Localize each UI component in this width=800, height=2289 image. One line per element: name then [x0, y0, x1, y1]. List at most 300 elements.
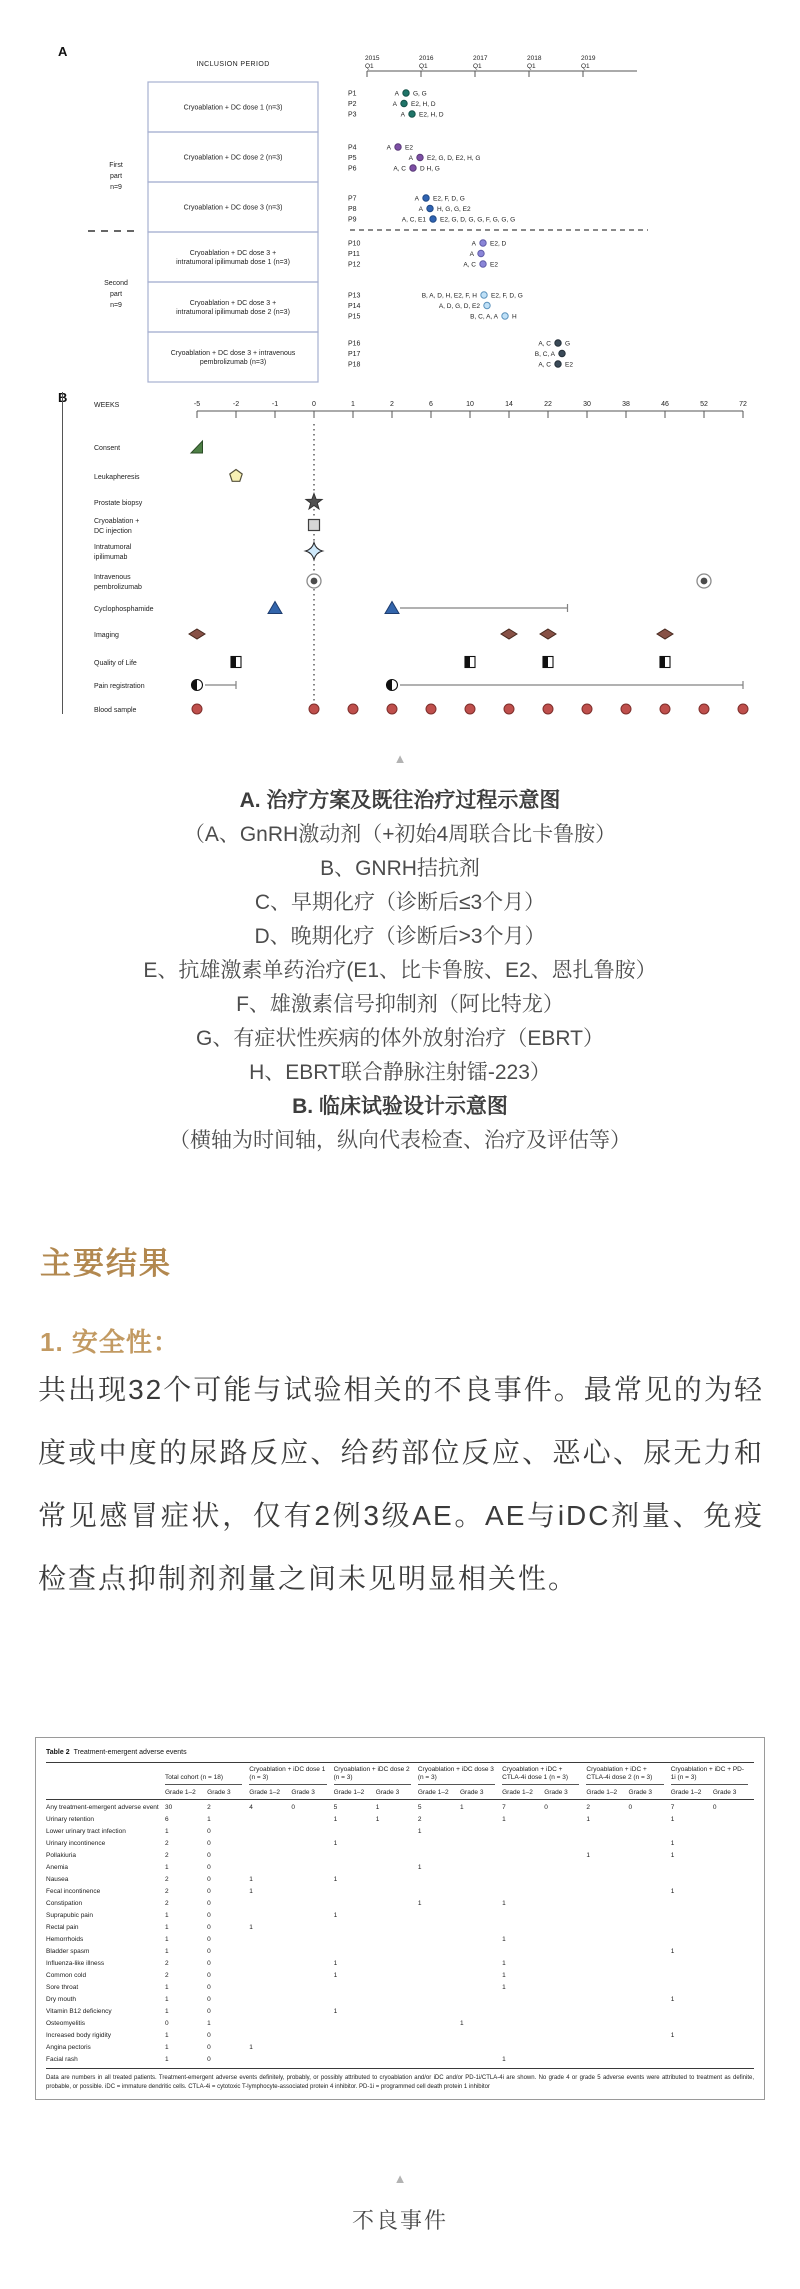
circle-marker [660, 704, 670, 714]
half-circle-marker [192, 680, 197, 691]
schedule-row-pain-registration [94, 680, 743, 691]
post-inclusion-treatments: E2 [565, 361, 573, 369]
count-cell: 0 [207, 1948, 211, 1955]
timeline-quarter-label: Q1 [419, 63, 428, 70]
patient-id: P15 [348, 313, 361, 321]
count-cell: 1 [165, 1996, 169, 2003]
count-cell [248, 1814, 290, 1826]
count-cell [290, 1814, 332, 1826]
pre-inclusion-treatments: A [386, 144, 391, 152]
count-cell [712, 2030, 754, 2042]
table-row [46, 2030, 754, 2042]
table-row [46, 1922, 754, 1934]
patient-id: P5 [348, 155, 357, 162]
week-tick-label: 14 [505, 401, 513, 408]
count-cell: 1 [459, 2020, 464, 2027]
adverse-event-label: Pollakiuria [46, 1852, 76, 1859]
count-cell [290, 1838, 332, 1850]
subsection-title-safety: 1. 安全性： [40, 1327, 180, 1357]
patient-id: P10 [348, 240, 361, 248]
adverse-event-label: Fecal incontinence [46, 1888, 101, 1895]
pre-inclusion-treatments: A [394, 90, 399, 98]
count-cell [585, 1934, 627, 1946]
half-square-marker [543, 657, 548, 668]
count-cell: 0 [165, 2020, 169, 2027]
pre-inclusion-treatments: A [471, 240, 476, 248]
count-cell [290, 1850, 332, 1862]
count-cell: 30 [165, 1804, 173, 1811]
count-cell [670, 1862, 712, 1874]
schedule-row-label: Quality of Life [94, 660, 137, 667]
pre-inclusion-treatments: B, A, D, H, E2, F, H [421, 292, 477, 300]
count-cell [628, 2006, 670, 2018]
count-cell [459, 2006, 501, 2018]
count-cell [628, 1958, 670, 1970]
count-cell: 1 [333, 1816, 338, 1823]
adverse-event-label: Hemorrhoids [46, 1936, 84, 1943]
count-cell [501, 2042, 543, 2054]
count-cell [333, 2054, 375, 2069]
count-cell: 1 [207, 1816, 211, 1823]
count-cell: 1 [502, 1984, 506, 1991]
schedule-row-label: pembrolizumab [94, 584, 142, 591]
count-cell [585, 1886, 627, 1898]
inclusion-dot [555, 361, 561, 367]
table-row [46, 1910, 754, 1922]
count-cell [628, 2054, 670, 2069]
count-cell [290, 1934, 332, 1946]
diamond-marker [189, 629, 205, 639]
patient-row-p7 [348, 195, 465, 203]
count-cell [333, 1994, 375, 2006]
grade-header: Grade 3 [712, 1786, 754, 1800]
count-cell [670, 1958, 712, 1970]
count-cell: 1 [249, 1888, 253, 1895]
patient-id: P3 [348, 111, 357, 119]
table-row [46, 2006, 754, 2018]
diamond-marker [501, 629, 517, 639]
count-cell [459, 1874, 501, 1886]
count-cell [585, 1874, 627, 1886]
count-cell: 1 [670, 1948, 675, 1955]
count-cell [459, 1814, 501, 1826]
count-cell: 0 [207, 1936, 211, 1943]
count-cell [501, 1874, 543, 1886]
count-cell [712, 2006, 754, 2018]
inclusion-dot [502, 313, 508, 319]
count-cell: 0 [207, 1984, 211, 1991]
count-cell [248, 1910, 290, 1922]
count-cell: 1 [670, 1888, 675, 1895]
count-cell: 0 [207, 1852, 211, 1859]
figure-caption-line: B. 临床试验设计示意图 [292, 1095, 508, 1118]
count-cell [670, 1898, 712, 1910]
count-cell [417, 2054, 459, 2069]
count-cell [543, 1886, 585, 1898]
count-cell [712, 1946, 754, 1958]
patient-id: P9 [348, 216, 357, 224]
count-cell [543, 1982, 585, 1994]
count-cell [628, 1946, 670, 1958]
circle-marker [621, 704, 631, 714]
count-cell [712, 1934, 754, 1946]
grade-header: Grade 1–2 [417, 1786, 459, 1800]
treatment-arm-text: Cryoablation + DC dose 3 (n=3) [183, 204, 283, 212]
count-cell [543, 1874, 585, 1886]
table-row [46, 1886, 754, 1898]
triangle-right-marker [191, 441, 203, 453]
adverse-event-label: Lower urinary tract infection [46, 1828, 126, 1835]
count-cell [628, 1850, 670, 1862]
count-cell [333, 1826, 375, 1838]
week-tick-label: 0 [312, 401, 316, 408]
group-header [417, 1763, 501, 1787]
count-cell [670, 2042, 712, 2054]
circle-marker [192, 704, 202, 714]
count-cell [543, 1850, 585, 1862]
schedule-row-imaging [94, 629, 673, 639]
patient-row-p4 [348, 144, 413, 152]
count-cell [248, 1826, 290, 1838]
count-cell [290, 2054, 332, 2069]
inclusion-dot [555, 340, 561, 346]
count-cell [628, 1934, 670, 1946]
safety-paragraph: 共出现32个可能与试验相关的不良事件。最常见的为轻度或中度的尿路反应、给药部位反应、恶心、尿无力和常见感冒症状，仅有2例3级AE。AE与iDC剂量、免疫检查点抑制剂剂量之间未见明显相关性。 [38, 1374, 764, 1594]
empty-header [46, 1786, 164, 1800]
figure-caption-line: G、有症状性疾病的体外放射治疗（EBRT） [196, 1027, 604, 1050]
collapse-triangle-icon: ▲ [393, 2171, 407, 2186]
bottom-caption-block [0, 2172, 800, 2235]
count-cell [417, 1838, 459, 1850]
count-cell [543, 1826, 585, 1838]
count-cell [585, 1826, 627, 1838]
count-cell [290, 2042, 332, 2054]
table-row [46, 2018, 754, 2030]
treatment-arm-text: intratumoral ipilimumab dose 1 (n=3) [176, 259, 290, 266]
figure-caption-block [0, 752, 800, 1158]
triangle-up-marker [385, 602, 399, 614]
patient-id: P17 [348, 351, 361, 358]
group-header-text: Cryoablation + iDC + CTLA-4i dose 2 (n = 3) [586, 1766, 663, 1785]
table-row [46, 1958, 754, 1970]
count-cell [333, 1862, 375, 1874]
grade-header: Grade 1–2 [501, 1786, 543, 1800]
count-cell [459, 2042, 501, 2054]
adverse-event-label: Facial rash [46, 2054, 164, 2069]
post-inclusion-treatments: H [512, 313, 517, 321]
count-cell [712, 2018, 754, 2030]
patient-row-p9 [348, 216, 515, 224]
count-cell: 2 [165, 1840, 169, 1847]
inclusion-dot [403, 90, 409, 96]
count-cell [333, 1922, 375, 1934]
pre-inclusion-treatments: A, C [393, 165, 406, 173]
count-cell [290, 1898, 332, 1910]
count-cell [585, 2054, 627, 2069]
adverse-event-label: Vitamin B12 deficiency [46, 2008, 112, 2015]
star4-marker [306, 543, 323, 560]
count-cell [501, 1886, 543, 1898]
group-header-text: Cryoablation + iDC + PD-1i (n = 3) [671, 1766, 748, 1785]
adverse-event-label: Anemia [46, 1864, 69, 1871]
treatment-arm-text: Cryoablation + DC dose 1 (n=3) [183, 104, 283, 112]
pentagon-marker [230, 470, 242, 482]
table-row [46, 1850, 754, 1862]
collapse-triangle-icon: ▲ [393, 751, 407, 766]
inclusion-dot [417, 154, 423, 160]
patient-row-p11 [348, 250, 484, 258]
count-cell [501, 1994, 543, 2006]
count-cell: 0 [712, 1804, 717, 1811]
count-cell [290, 1994, 332, 2006]
count-cell: 1 [165, 1936, 169, 1943]
count-cell [290, 1958, 332, 1970]
post-inclusion-treatments: E2, F, D, G [433, 195, 465, 203]
pre-inclusion-treatments: A, C [463, 261, 476, 269]
count-cell [248, 1946, 290, 1958]
count-cell [375, 2018, 417, 2030]
grade-header: Grade 3 [543, 1786, 585, 1800]
circle-marker [543, 704, 553, 714]
count-cell [585, 1970, 627, 1982]
post-inclusion-treatments: G, G [413, 90, 427, 98]
pre-inclusion-treatments: A, C [538, 340, 551, 348]
half-circle-marker [387, 680, 393, 691]
adverse-event-label: Any treatment-emergent adverse event [46, 1804, 159, 1811]
table-row [46, 1874, 754, 1886]
grade-header: Grade 3 [375, 1786, 417, 1800]
count-cell [712, 1982, 754, 1994]
weeks-axis-label: WEEKS [94, 402, 120, 409]
count-cell: 2 [207, 1804, 211, 1811]
adverse-events-table [46, 1762, 754, 2069]
patient-id: P12 [348, 261, 361, 269]
count-cell: 1 [249, 1924, 253, 1931]
count-cell [290, 1826, 332, 1838]
count-cell: 1 [417, 1828, 422, 1835]
count-cell: 0 [207, 1912, 211, 1919]
patient-id: P4 [348, 144, 357, 152]
table-row [46, 1982, 754, 1994]
count-cell: 2 [165, 1900, 169, 1907]
table-row [46, 1862, 754, 1874]
treatment-arm-box [148, 282, 318, 332]
week-tick-label: 10 [466, 401, 474, 408]
timeline-quarter-label: Q1 [365, 63, 374, 70]
patient-row-p6 [348, 165, 440, 173]
post-inclusion-treatments: E2, H, D [419, 111, 444, 119]
schedule-row-label: Leukapheresis [94, 474, 140, 481]
count-cell: 1 [502, 1972, 506, 1979]
count-cell [290, 2006, 332, 2018]
patient-row-p2 [348, 100, 436, 108]
table-footnote: Data are numbers in all treated patients. Treatment-emergent adverse events definitely, probably, or possibly attributed to cryoablation and/or iDC and/or PD-1i/CTLA-4i are shown. No grade 4 or grade 5 adverse events were attributed to treatment as definite, probable, or possible. iDC = immature dendritic cells. CTLA-4i = cytotoxic T-lymphocyte-associated protein 4 inhibitor. PD-1i = programmed cell death protein 1 inhibitor [46, 2075, 754, 2090]
count-cell [248, 1982, 290, 1994]
post-inclusion-treatments: E2 [405, 144, 413, 152]
count-cell: 0 [207, 1972, 211, 1979]
count-cell [375, 1898, 417, 1910]
count-cell: 0 [207, 1960, 211, 1967]
count-cell [417, 1970, 459, 1982]
count-cell [248, 1862, 290, 1874]
count-cell [459, 1898, 501, 1910]
schedule-row-label: ipilimumab [94, 554, 128, 561]
adverse-event-label: Urinary retention [46, 1816, 95, 1823]
count-cell [417, 2030, 459, 2042]
count-cell: 1 [670, 2032, 675, 2039]
post-inclusion-treatments: H, G, G, E2 [437, 206, 471, 213]
count-cell: 2 [165, 1972, 169, 1979]
count-cell [248, 2018, 290, 2030]
week-tick-label: -5 [193, 401, 201, 408]
count-cell [628, 1862, 670, 1874]
half-square-marker [660, 657, 665, 668]
count-cell: 1 [249, 2044, 253, 2051]
adverse-event-label: Bladder spasm [46, 1948, 90, 1955]
count-cell [459, 1994, 501, 2006]
inclusion-dot [559, 350, 565, 356]
count-cell [375, 1874, 417, 1886]
patient-row-p18 [348, 361, 573, 369]
count-cell [375, 1946, 417, 1958]
count-cell [501, 1826, 543, 1838]
grade-header: Grade 1–2 [670, 1786, 712, 1800]
pre-inclusion-treatments: A [414, 195, 419, 203]
count-cell: 1 [375, 1804, 380, 1811]
figure-caption-lines [0, 784, 800, 1158]
count-cell [375, 1886, 417, 1898]
adverse-event-label: Sore throat [46, 1984, 79, 1991]
inclusion-dot [480, 240, 486, 246]
count-cell: 1 [670, 1852, 675, 1859]
circle-marker [309, 704, 319, 714]
schedule-row-label: Consent [94, 445, 121, 452]
count-cell [628, 1970, 670, 1982]
inclusion-dot [401, 100, 407, 106]
count-cell [670, 1874, 712, 1886]
group-header-text: Cryoablation + iDC dose 3 (n = 3) [418, 1766, 495, 1785]
count-cell [543, 1994, 585, 2006]
count-cell [501, 1946, 543, 1958]
grade-header: Grade 3 [459, 1786, 501, 1800]
count-cell [628, 1922, 670, 1934]
week-tick-label: 72 [739, 401, 747, 408]
pre-inclusion-treatments: A, C [538, 361, 551, 369]
figure-caption-line: （A、GnRH激动剂（+初始4周联合比卡鲁胺） [183, 823, 617, 846]
inclusion-dot [478, 250, 484, 256]
count-cell [333, 2030, 375, 2042]
count-cell [543, 2006, 585, 2018]
count-cell: 1 [165, 1864, 169, 1871]
pre-inclusion-treatments: A, D, G, D, E2 [438, 303, 480, 310]
treatment-arm-text: intratumoral ipilimumab dose 2 (n=3) [176, 309, 290, 316]
timeline-year-label: 2015 [365, 55, 380, 62]
figure-caption-line: A. 治疗方案及既往治疗过程示意图 [239, 789, 561, 812]
table-row [46, 1898, 754, 1910]
pre-inclusion-treatments: A, C, E1 [401, 216, 426, 224]
count-cell [501, 1838, 543, 1850]
adverse-event-label: Urinary incontinence [46, 1840, 106, 1847]
count-cell: 1 [502, 1936, 506, 1943]
patient-row-p15 [348, 313, 517, 321]
count-cell [459, 1970, 501, 1982]
count-cell [501, 2018, 543, 2030]
count-cell [459, 1922, 501, 1934]
count-cell [248, 2054, 290, 2069]
count-cell: 1 [501, 2054, 543, 2069]
treatment-arm-text: Cryoablation + DC dose 3 + [189, 250, 277, 257]
section-title-main-results: 主要结果 [40, 1246, 172, 1281]
count-cell [585, 1922, 627, 1934]
table-row [46, 1946, 754, 1958]
patient-id: P6 [348, 165, 357, 173]
count-cell: 2 [417, 1816, 422, 1823]
inclusion-dot [395, 144, 401, 150]
count-cell [585, 1982, 627, 1994]
first-part-label: part [109, 173, 123, 180]
treatment-arm-box [148, 232, 318, 282]
count-cell [459, 1958, 501, 1970]
count-cell: 1 [670, 1816, 675, 1823]
schedule-row-label: Imaging [94, 632, 119, 639]
count-cell [417, 1874, 459, 1886]
count-cell: 1 [165, 2008, 169, 2015]
inclusion-dot [480, 261, 486, 267]
count-cell [670, 2054, 712, 2069]
inclusion-period-label: INCLUSION PERIOD [196, 61, 270, 68]
patient-row-p14 [348, 302, 490, 310]
schedule-row-label: Cyclophosphamide [94, 606, 154, 613]
schedule-row-label: Intravenous [94, 574, 131, 581]
patient-id: P11 [348, 251, 360, 258]
week-tick-label: 22 [544, 401, 552, 408]
count-cell [375, 1982, 417, 1994]
count-cell: 2 [586, 1804, 591, 1811]
treatment-arm-text: Cryoablation + DC dose 2 (n=3) [183, 154, 283, 162]
count-cell [543, 1838, 585, 1850]
group-header [585, 1763, 669, 1787]
count-cell [585, 2006, 627, 2018]
count-cell: 1 [165, 1924, 169, 1931]
timeline-quarter-label: Q1 [473, 63, 482, 70]
target-marker [311, 578, 318, 585]
post-inclusion-treatments: E2, H, D [411, 101, 436, 108]
count-cell [670, 1910, 712, 1922]
inclusion-dot [409, 111, 415, 117]
count-cell: 0 [628, 1804, 633, 1811]
count-cell: 0 [207, 2032, 211, 2039]
grade-header: Grade 3 [206, 1786, 248, 1800]
count-cell [290, 1922, 332, 1934]
count-cell [585, 1862, 627, 1874]
week-tick-label: 2 [390, 401, 394, 408]
count-cell: 7 [670, 1804, 675, 1811]
patient-id: P16 [348, 340, 361, 348]
treatment-arm-text: pembrolizumab (n=3) [199, 359, 267, 366]
count-cell [670, 1970, 712, 1982]
count-cell [543, 1946, 585, 1958]
timeline-year-label: 2016 [419, 55, 434, 62]
schedule-row-label: Intratumoral [94, 544, 132, 551]
figure-caption-line: E、抗雄激素单药治疗(E1、比卡鲁胺、E2、恩扎鲁胺） [143, 959, 657, 982]
count-cell: 1 [333, 1972, 338, 1979]
adverse-event-label: Suprapubic pain [46, 1912, 93, 1919]
count-cell [670, 2006, 712, 2018]
count-cell: 7 [502, 1804, 506, 1811]
count-cell [585, 1958, 627, 1970]
patient-row-p1 [348, 90, 427, 98]
schedule-row-label: Blood sample [94, 707, 137, 714]
